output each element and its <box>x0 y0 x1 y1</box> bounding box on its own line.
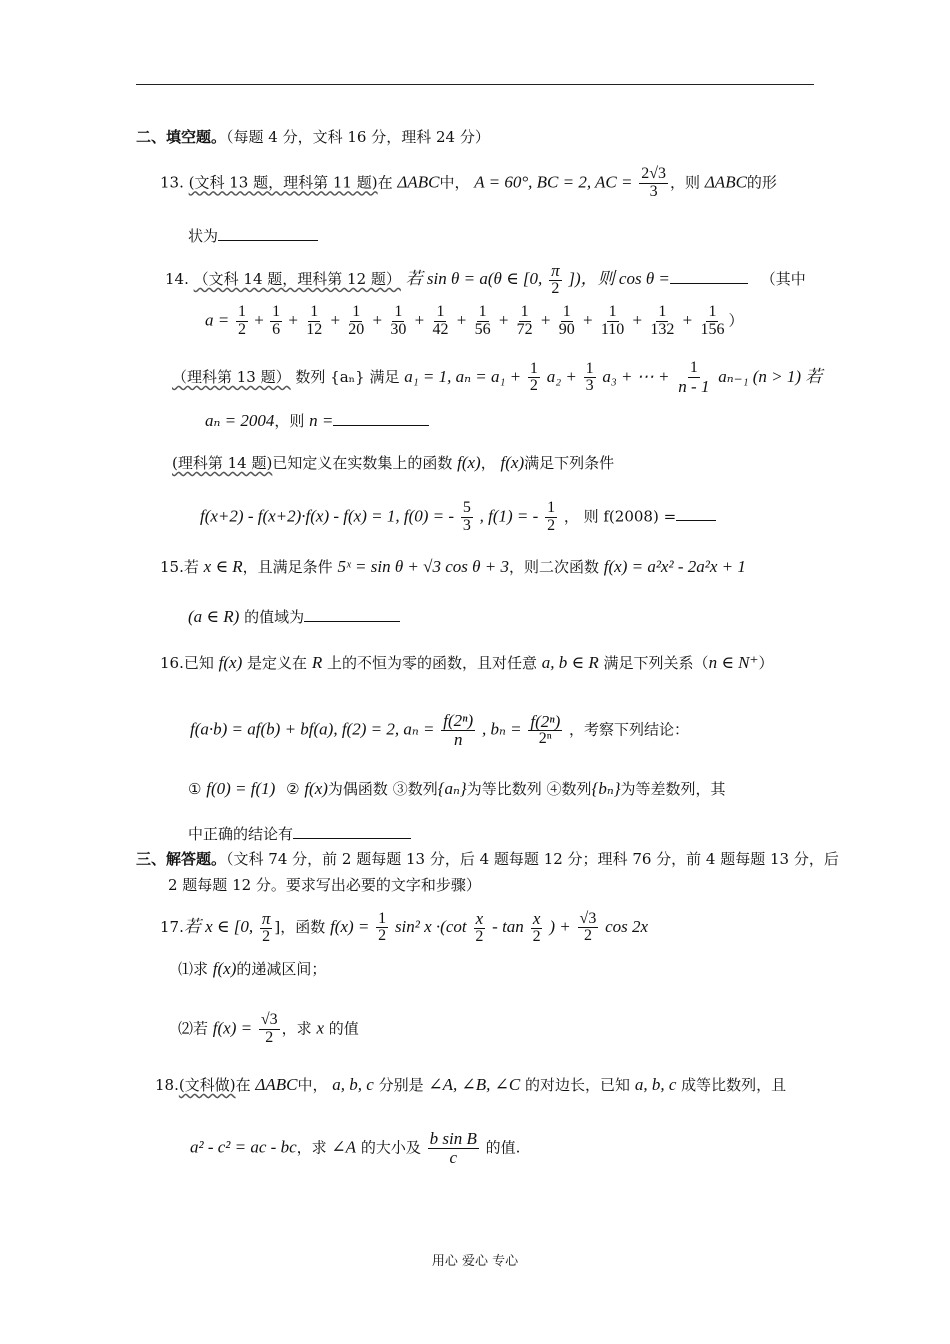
q13-number: 13. <box>160 173 184 192</box>
q16-answer-line <box>188 824 411 844</box>
q15-text: 若 <box>183 558 199 576</box>
q17-part-1 <box>178 958 326 979</box>
q18-tag: (文科做) <box>178 1076 236 1094</box>
q14c-eq: f(x+2) - f(x+2)·f(x) - f(x) = 1, f(0) = - <box>200 506 455 526</box>
q17-expr: ) + <box>549 916 571 936</box>
question-14 <box>165 262 806 298</box>
q13-text: ，则 <box>670 173 701 192</box>
q18-abc: a, b, c <box>332 1075 374 1094</box>
q17-p2-text: 的值 <box>328 1019 359 1038</box>
q16-text: 上的不恒为零的函数，且对任意 <box>327 654 538 672</box>
q16-c2-math: f(x) <box>304 779 328 798</box>
q14c-frac-1: $\frac{5}{3}$ <box>462 499 471 534</box>
question-14-science-13 <box>172 360 822 396</box>
q14-sum <box>205 304 743 339</box>
q16-c4-text: ④数列 <box>546 780 592 798</box>
q13-answer-line <box>188 226 318 246</box>
q16-frac-2: $\frac{\text{f(2ⁿ)}}{\text{2ⁿ}}$ <box>530 711 561 748</box>
q14b-term: aₙ₋₁ (n > 1) 若 <box>718 366 823 386</box>
q18-text: 中， <box>297 1076 328 1094</box>
q16-text: 已知 <box>183 654 214 672</box>
q14b-tag: （理科第 13 题） <box>172 367 291 386</box>
q18-abc: a, b, c <box>634 1075 677 1094</box>
q16-c2-text: 为偶函数 <box>327 780 388 798</box>
q14-condition: 若 sin θ = a(θ ∈ [0, <box>405 268 543 288</box>
q14-number: 14. <box>165 269 189 288</box>
q14c-tag: (理科第 14 题) <box>172 454 273 472</box>
q14-sum-term: $\frac{1}{156}$ <box>700 303 725 338</box>
q18-triangle: ΔABC <box>255 1075 298 1094</box>
q18-eq: a² - c² = ac - bc <box>190 1137 297 1157</box>
q16-close: ） <box>758 654 774 672</box>
q17-expr: cos 2x <box>605 916 649 936</box>
q16-c4-math: {bₙ} <box>591 779 621 798</box>
q13-tag: (文科 13 题，理科第 11 题) <box>188 173 378 192</box>
q16-fx: f(x) <box>218 653 243 672</box>
q17-frac-half: $\frac{1}{2}$ <box>378 909 387 945</box>
q16-text: 是定义在 <box>247 654 308 672</box>
question-16 <box>160 652 773 673</box>
q14c-fx: f(x) <box>500 453 525 472</box>
q14b-frac-3: $\frac{1}{n - 1}$ <box>678 359 710 396</box>
q16-text: ，考察下列结论： <box>569 720 690 739</box>
q14-plus-sign: + <box>284 310 303 330</box>
q18-text: ，求 <box>296 1138 327 1157</box>
q17-p2-x: x <box>316 1018 325 1038</box>
q13-text: 的形 <box>746 173 777 192</box>
q17-pi-fraction: $\frac{\pi}{2}$ <box>261 909 271 945</box>
q16-text: 满足下列关系（ <box>603 654 709 672</box>
q16-frac-1: $\frac{\text{f(2ⁿ)}}{n}$ <box>443 711 474 749</box>
question-17 <box>160 910 648 946</box>
page-footer: 用心 爱心 专心 <box>431 1254 519 1269</box>
q15-line-2 <box>188 606 400 627</box>
q17-part-2 <box>178 1012 359 1047</box>
q14-sum-term: $\frac{1}{12}$ <box>306 303 323 338</box>
q14-close-paren: ） <box>728 311 744 330</box>
q17-frac-x2: $\frac{x}{2}$ <box>475 909 484 945</box>
q16-n: n ∈ N⁺ <box>708 653 759 672</box>
q14-tag: （文科 14 题，理科第 12 题） <box>193 269 401 288</box>
question-13 <box>160 166 777 201</box>
q18-line-2 <box>190 1130 520 1167</box>
q18-text: 的值. <box>485 1138 521 1157</box>
q14-sum-term: $\frac{1}{90}$ <box>558 303 575 338</box>
q14b-line-2 <box>205 410 429 431</box>
q17-number: 17. <box>160 917 184 936</box>
section-3-title: 三、解答题。 <box>136 850 227 868</box>
q15-cond: (a ∈ R) <box>188 607 240 626</box>
question-14-science-14 <box>172 452 614 473</box>
q14-sum-term: $\frac{1}{110}$ <box>600 303 625 338</box>
section-3-heading <box>136 850 839 869</box>
q15-text: ，且满足条件 <box>242 558 333 576</box>
q16-R: R <box>311 653 323 672</box>
q14-a-equals: a = <box>205 310 230 330</box>
q14-plus-sign: + <box>628 310 647 330</box>
q16-eq: f(a·b) = af(b) + bf(a), f(2) = 2, aₙ = <box>190 719 435 739</box>
q14-sum-term: $\frac{1}{30}$ <box>390 303 407 338</box>
header-rule <box>136 84 814 85</box>
q14b-frac-2: $\frac{1}{3}$ <box>585 359 594 395</box>
q14-plus-sign: + <box>250 310 269 330</box>
q17-p1-fx: f(x) <box>212 959 237 978</box>
q14b-condition: aₙ = 2004 <box>205 411 275 430</box>
q13-condition: A = 60°, BC = 2, AC = <box>474 172 633 192</box>
q15-answer-blank[interactable] <box>304 607 400 622</box>
q15-number: 15. <box>160 558 184 576</box>
question-15 <box>160 556 746 577</box>
q13-text: 在 <box>377 173 393 192</box>
q14c-text: ， 则 f(2008) = <box>563 507 677 526</box>
q14-sum-term: $\frac{1}{132}$ <box>650 303 675 338</box>
q14c-text: 已知定义在实数集上的函数 <box>272 454 453 472</box>
section-2-heading <box>136 128 490 147</box>
q17-fx: f(x) = <box>330 916 370 936</box>
q14-sum-term: $\frac{1}{2}$ <box>238 303 247 338</box>
q15-function: f(x) = a²x² - 2a²x + 1 <box>603 557 746 576</box>
q14-sum-term: $\frac{1}{20}$ <box>348 303 365 338</box>
q13-fraction: $\frac{2√3}{3}$ <box>641 165 667 200</box>
q16-answer-blank[interactable] <box>293 824 411 839</box>
section-2-title: 二、填空题。 <box>136 128 227 146</box>
question-18 <box>155 1074 786 1095</box>
q18-text: 分别是 <box>378 1076 424 1094</box>
q13-triangle: ΔABC <box>704 172 747 192</box>
q14b-answer-blank[interactable] <box>333 411 429 426</box>
q15-cond: 5ˣ = sin θ + √3 cos θ + 3 <box>337 557 509 576</box>
q16-number: 16. <box>160 654 184 672</box>
q17-expr: - tan <box>492 916 524 936</box>
q16-conclusions <box>188 778 726 799</box>
q17-p2-text: ，求 <box>281 1019 312 1038</box>
q14b-n: n = <box>309 411 334 430</box>
q14b-text: ，则 <box>274 412 305 430</box>
q13-text: 状为 <box>188 227 219 245</box>
q16-c2-mark: ② <box>286 780 300 798</box>
q14-text: （其中 <box>760 269 806 288</box>
q14-condition: ])，则 cos θ = <box>568 268 670 288</box>
q14-plus-sign: + <box>494 310 513 330</box>
q14c-answer-blank[interactable] <box>676 506 716 521</box>
q16-equation <box>190 712 689 749</box>
q17-frac-x2b: $\frac{x}{2}$ <box>532 909 541 945</box>
q14-plus-sign: + <box>678 310 697 330</box>
q18-angle-a: ∠A <box>331 1137 357 1157</box>
q18-text: 在 <box>235 1076 251 1094</box>
q17-frac-sqrt3: $\frac{√3}{2}$ <box>579 909 597 945</box>
q13-answer-blank[interactable] <box>218 226 318 241</box>
q16-c3-text: 为等比数列 <box>466 780 542 798</box>
q14c-eq: , f(1) = - <box>479 506 539 526</box>
section-3-note-2 <box>168 876 481 895</box>
q15-text: ，则二次函数 <box>508 558 599 576</box>
q14-plus-sign: + <box>326 310 345 330</box>
q14b-term: a₃ + ⋯ + <box>602 366 670 386</box>
q14-plus-sign: + <box>536 310 555 330</box>
q14-sum-term: $\frac{1}{72}$ <box>516 303 533 338</box>
q16-c3-math: {aₙ} <box>437 779 467 798</box>
q14-plus-sign: + <box>452 310 471 330</box>
q16-c4-text: 为等差数列，其 <box>620 780 726 798</box>
q15-text: 的值域为 <box>244 608 305 626</box>
q18-number: 18. <box>155 1076 179 1094</box>
q14-sum-term: $\frac{1}{56}$ <box>474 303 491 338</box>
q14b-text: 数列 {aₙ} 满足 <box>295 367 400 386</box>
section-3-note: （文科 74 分，前 2 题每题 13 分，后 4 题每题 12 分；理科 76 分，前 4 题每题 13 分，后 <box>226 850 839 868</box>
q18-text: 成等比数列，且 <box>681 1076 787 1094</box>
q18-text: 的大小及 <box>360 1138 421 1157</box>
q14-answer-blank[interactable] <box>670 269 748 284</box>
q14c-fx: f(x) <box>457 453 481 472</box>
q14-plus-sign: + <box>368 310 387 330</box>
q14c-frac-2: $\frac{1}{2}$ <box>547 499 556 534</box>
q17-cond: 若 x ∈ [0, <box>183 916 254 936</box>
q17-p2-fx: f(x) = <box>212 1018 253 1038</box>
q15-cond: x ∈ R <box>203 557 243 576</box>
q18-angles: ∠A, ∠B, ∠C <box>428 1075 521 1094</box>
q13-triangle: ΔABC <box>397 172 440 192</box>
q17-p1-text: 的递减区间； <box>236 960 327 978</box>
q14-sum-term: $\frac{1}{6}$ <box>272 303 281 338</box>
section-3-note-cont: 2 题每题 12 分。要求写出必要的文字和步骤） <box>168 876 481 894</box>
q18-frac: $\frac{\text{b sin B}}{c}$ <box>429 1129 477 1167</box>
q16-eq: , bₙ = <box>481 719 522 739</box>
q16-ab: a, b ∈ R <box>541 653 599 672</box>
q16-c3-text: ③数列 <box>392 780 438 798</box>
q14-plus-sign: + <box>410 310 429 330</box>
q14c-text: 满足下列条件 <box>524 454 615 472</box>
q17-text: ]，函数 <box>274 917 326 936</box>
q13-text: 中， <box>439 173 470 192</box>
q14c-equation <box>200 500 716 535</box>
q14b-frac-1: $\frac{1}{2}$ <box>529 359 538 395</box>
q17-p1-label: ⑴求 <box>178 960 209 978</box>
q14b-condition: a₁ = 1, aₙ = a₁ + <box>404 366 522 386</box>
q16-c1-math: f(0) = f(1) <box>206 779 276 798</box>
section-2-note: （每题 4 分，文科 16 分，理科 24 分） <box>226 128 490 146</box>
q18-text: 的对边长，已知 <box>525 1076 631 1094</box>
q14-plus-sign: + <box>578 310 597 330</box>
q17-expr: sin² x ·(cot <box>394 916 467 936</box>
q16-c1-mark: ① <box>188 780 202 798</box>
q17-p2-label: ⑵若 <box>178 1019 209 1038</box>
q14b-term: a₂ + <box>546 366 577 386</box>
q16-text: 中正确的结论有 <box>188 825 294 843</box>
q14-sum-term: $\frac{1}{42}$ <box>432 303 449 338</box>
q14-pi-fraction: $\frac{\pi}{2}$ <box>551 261 560 297</box>
q17-p2-frac: $\frac{√3}{2}$ <box>260 1011 278 1046</box>
q14c-sep: ， <box>480 454 496 472</box>
